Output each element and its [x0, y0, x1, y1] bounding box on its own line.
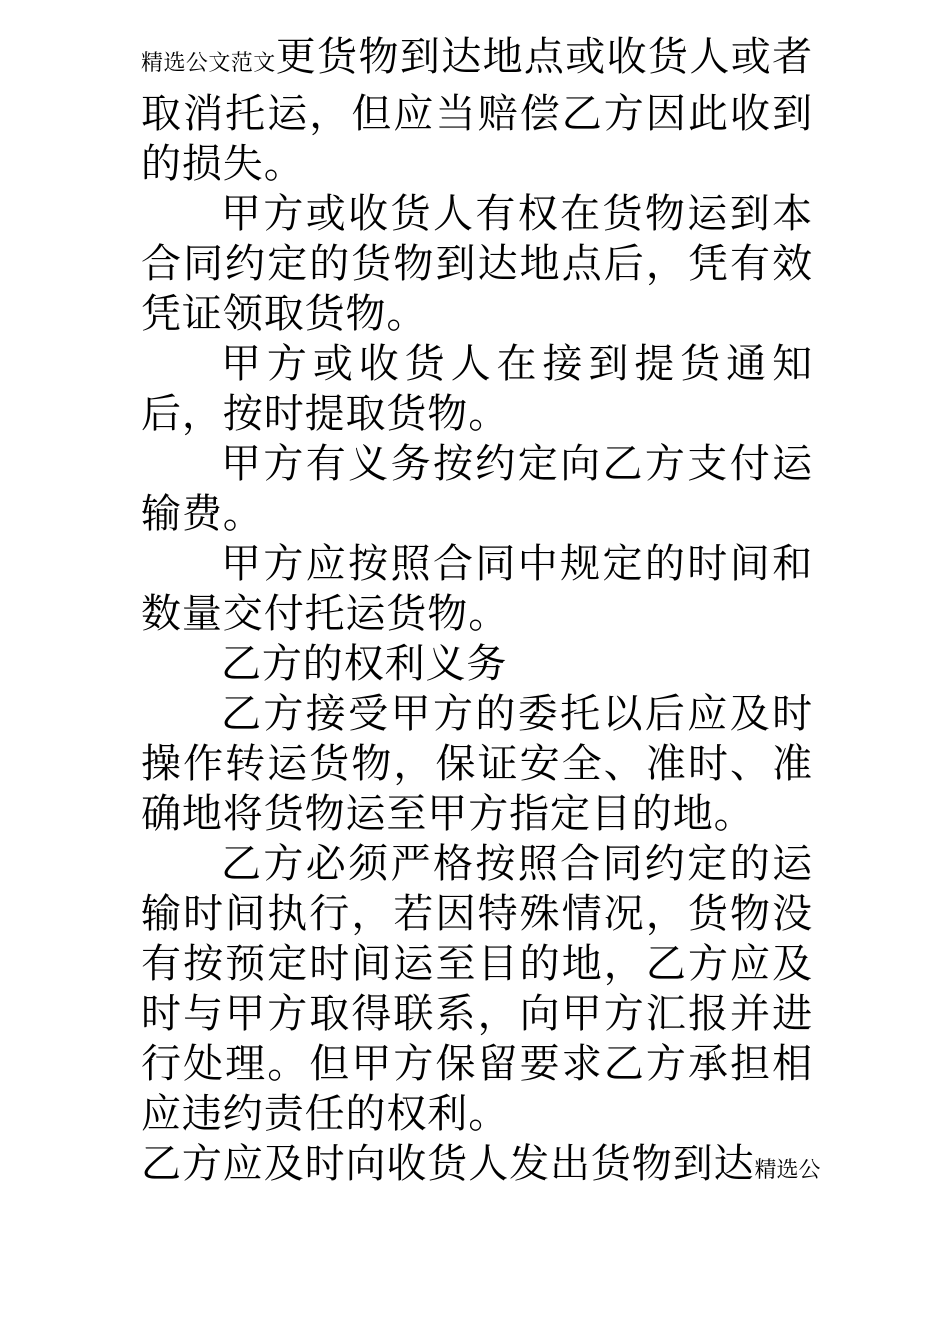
document-body: [141, 32, 821, 1196]
section-heading: 乙方的权利义务: [221, 641, 508, 687]
paragraph-5: 乙方接受甲方的委托以后应及时操作转运货物，保证安全、准时、准确地将货物运至甲方指定目的地。: [141, 691, 813, 837]
watermark-suffix: 精选公: [754, 1158, 821, 1183]
last-line-text: 乙方应及时向收货人发出货物到达: [141, 1141, 755, 1187]
paragraph-3: 甲方有义务按约定向乙方支付运输费。: [141, 441, 813, 537]
continuation-paragraph: [141, 32, 813, 189]
paragraph-4: 甲方应按照合同中规定的时间和数量交付托运货物。: [141, 541, 813, 637]
paragraph-2: 甲方或收货人在接到提货通知后，按时提取货物。: [141, 341, 813, 437]
last-line: [141, 1139, 821, 1196]
paragraph-6: 乙方必须严格按照合同约定的运输时间执行，若因特殊情况，货物没有按预定时间运至目的地，乙方应及时与甲方取得联系，向甲方汇报并进行处理。但甲方保留要求乙方承担相应违约责任的权利。: [141, 841, 813, 1137]
paragraph-1: 甲方或收货人有权在货物运到本合同约定的货物到达地点后，凭有效凭证领取货物。: [141, 191, 813, 337]
continuation-text: 更货物到达地点或收货人或者取消托运，但应当赔偿乙方因此收到的损失。: [141, 34, 813, 187]
watermark-prefix: 精选公文范文: [141, 51, 276, 76]
